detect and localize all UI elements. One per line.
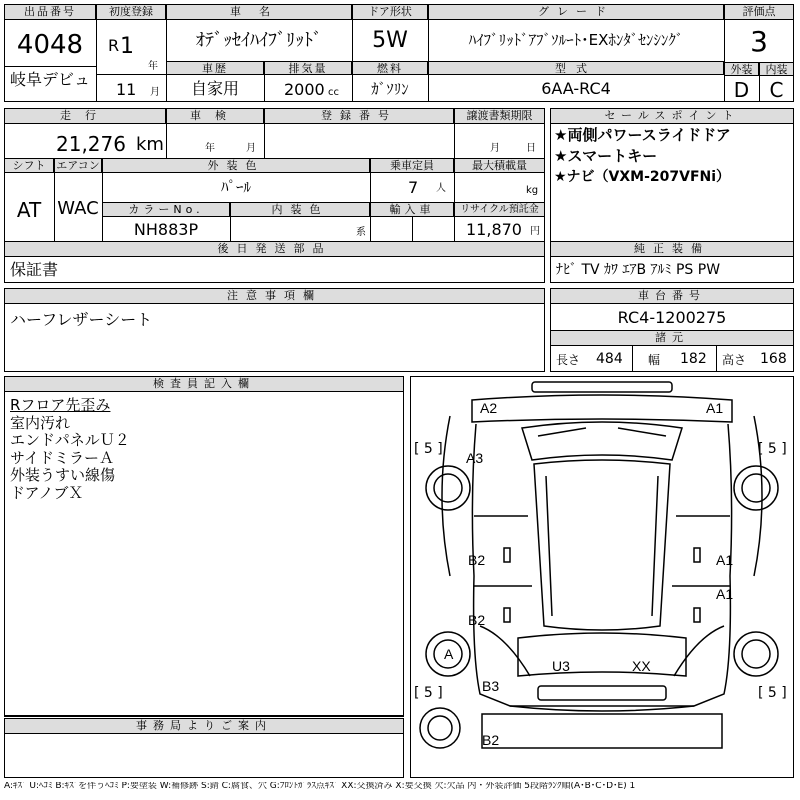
ac-label: エアコン <box>54 158 102 173</box>
equip-value: ﾅﾋﾞ TV ｶﾜ ｴｱB ｱﾙﾐ PS PW <box>556 262 721 278</box>
notes-value: ハーフレザーシート <box>10 310 153 329</box>
height-value: 168 <box>760 351 787 367</box>
sales-point: ★ナビ（VXM-207VFNi） <box>554 169 731 185</box>
damage-mark: A1 <box>716 586 734 602</box>
int-color-label: 内装色 <box>230 202 370 217</box>
import-label: 輸入車 <box>370 202 454 217</box>
car-name-label: 車名 <box>166 4 352 20</box>
legend: A:ｷｽﾞ U:ﾍｺﾐ B:ｷｽﾞを伴うﾍｺﾐ P:要塗装 W:補修跡 S:錆 C:腐食、穴 G:ﾌﾛﾝﾄｶﾞﾗｽ点ｷｽﾞ XX:交換済み X:要交換 欠:欠品 内・外装評価 5段階ﾗﾝｸ順(A･B･C･D･E) 1 <box>4 782 636 791</box>
damage-mark: B2 <box>482 732 500 748</box>
tire-rl: [ 5 ] <box>414 685 443 701</box>
displacement-label: 排気量 <box>264 61 352 75</box>
lot-no: 4048 <box>16 30 84 60</box>
width-value: 182 <box>680 351 707 367</box>
grade-value: ﾊｲﾌﾞﾘｯﾄﾞｱﾌﾞｿﾙｰﾄ･EXﾎﾝﾀﾞｾﾝｼﾝｸﾞ <box>468 31 684 49</box>
fuel-label: 燃料 <box>352 61 428 75</box>
inspection-month-unit: 月 <box>246 143 256 154</box>
damage-mark: XX <box>632 658 651 674</box>
ext-color-label: 外装色 <box>102 158 370 173</box>
mileage-value: 21,276 <box>56 132 126 156</box>
ac-value: WAC <box>57 198 99 219</box>
notes-label: 注意事項欄 <box>4 288 545 304</box>
inspector-lines <box>10 397 130 502</box>
length-value: 484 <box>596 351 623 367</box>
lot-no-label: 出品番号 <box>4 4 96 20</box>
first-reg-era: R <box>108 36 120 55</box>
length-label: 長さ <box>556 353 581 367</box>
damage-mark: A1 <box>716 552 734 568</box>
damage-mark: A3 <box>466 450 484 466</box>
damage-mark: A1 <box>706 400 724 416</box>
recycle-value: 11,870 <box>466 220 522 239</box>
sales-point: ★スマートキー <box>554 147 658 165</box>
debut-tag: 岐阜デビュ <box>9 70 90 89</box>
specs-label: 諸元 <box>550 330 794 346</box>
height-label: 高さ <box>722 353 747 367</box>
recycle-unit: 円 <box>530 226 540 237</box>
displacement-value: 2000 <box>284 80 325 99</box>
sales-label: セールスポイント <box>550 108 794 124</box>
sales-point: ★両側パワースライドドア <box>554 126 731 144</box>
inspector-line: Rフロア先歪み <box>10 396 111 414</box>
score-label: 評価点 <box>724 4 794 20</box>
damage-mark: A <box>444 646 454 662</box>
damage-mark: B2 <box>468 552 486 568</box>
load-unit: kg <box>526 185 539 196</box>
tire-fr: [ 5 ] <box>758 441 787 457</box>
int-color-unit: 系 <box>356 227 366 238</box>
delivery-label: 後日発送部品 <box>4 241 545 257</box>
chassis-value: RC4-1200275 <box>617 308 727 327</box>
recycle-label: リサイクル預託金 <box>454 202 545 217</box>
shift-value: AT <box>16 198 42 222</box>
model-label: 型式 <box>428 61 724 75</box>
car-name: ｵﾃﾞｯｾｲﾊｲﾌﾞﾘｯﾄﾞ <box>196 30 322 51</box>
reg-no-label: 登録番号 <box>264 108 454 124</box>
first-reg-label: 初度登録 <box>96 4 166 20</box>
grade-label: グレード <box>428 4 724 20</box>
chassis-label: 車台番号 <box>550 288 794 304</box>
inspection-year-unit: 年 <box>205 143 215 154</box>
color-no-label: カラーNo. <box>102 202 230 217</box>
transfer-month-unit: 月 <box>490 143 500 154</box>
interior-label: 内装 <box>759 62 794 76</box>
tire-rr: [ 5 ] <box>758 685 787 701</box>
capacity-value: 7 <box>408 178 419 197</box>
month-value: 11 <box>116 80 137 99</box>
first-reg-year: 1 <box>120 34 134 59</box>
capacity-label: 乗車定員 <box>370 158 454 173</box>
tire-fl: [ 5 ] <box>414 441 443 457</box>
equip-label: 純正装備 <box>550 241 794 257</box>
history-value: 自家用 <box>190 79 239 98</box>
fuel-value: ｶﾞｿﾘﾝ <box>371 80 409 98</box>
interior-value: C <box>769 78 784 102</box>
exterior-value: D <box>733 78 750 102</box>
mileage-label: 走行 <box>4 108 166 124</box>
damage-mark: A2 <box>480 400 498 416</box>
transfer-day-unit: 日 <box>526 143 536 154</box>
car-diagram <box>410 376 794 778</box>
inspector-line: エンドパネルＵ２ <box>10 431 130 449</box>
month-unit: 月 <box>150 87 160 98</box>
shift-label: シフト <box>4 158 54 173</box>
color-no-value: NH883P <box>133 220 199 239</box>
office-label: 事務局よりご案内 <box>4 718 404 734</box>
inspector-label: 検査員記入欄 <box>4 376 404 392</box>
inspector-line: ドアノブＸ <box>10 483 84 502</box>
ext-color-value: ﾊﾟｰﾙ <box>220 178 251 196</box>
load-label: 最大積載量 <box>454 158 545 173</box>
capacity-unit: 人 <box>436 183 446 194</box>
score-value: 3 <box>750 25 768 58</box>
damage-mark: B2 <box>468 612 486 628</box>
year-unit: 年 <box>148 61 158 72</box>
transfer-label: 譲渡書類期限 <box>454 108 545 124</box>
inspection-label: 車検 <box>166 108 264 124</box>
model-value: 6AA-RC4 <box>541 79 611 98</box>
history-label: 車歴 <box>166 61 264 75</box>
door-value: 5W <box>372 28 408 53</box>
displacement-unit: cc <box>328 87 339 98</box>
door-label: ドア形状 <box>352 4 428 20</box>
exterior-label: 外装 <box>724 62 759 76</box>
mileage-unit: km <box>136 134 164 155</box>
width-label: 幅 <box>648 353 661 367</box>
damage-mark: U3 <box>552 658 570 674</box>
inspector-line: 外装うすい線傷 <box>10 466 116 484</box>
inspector-line: サイドミラーＡ <box>10 448 114 467</box>
sales-points <box>554 128 731 184</box>
damage-mark: B3 <box>482 678 500 694</box>
delivery-value: 保証書 <box>10 260 59 279</box>
inspector-line: 室内汚れ <box>10 413 71 432</box>
